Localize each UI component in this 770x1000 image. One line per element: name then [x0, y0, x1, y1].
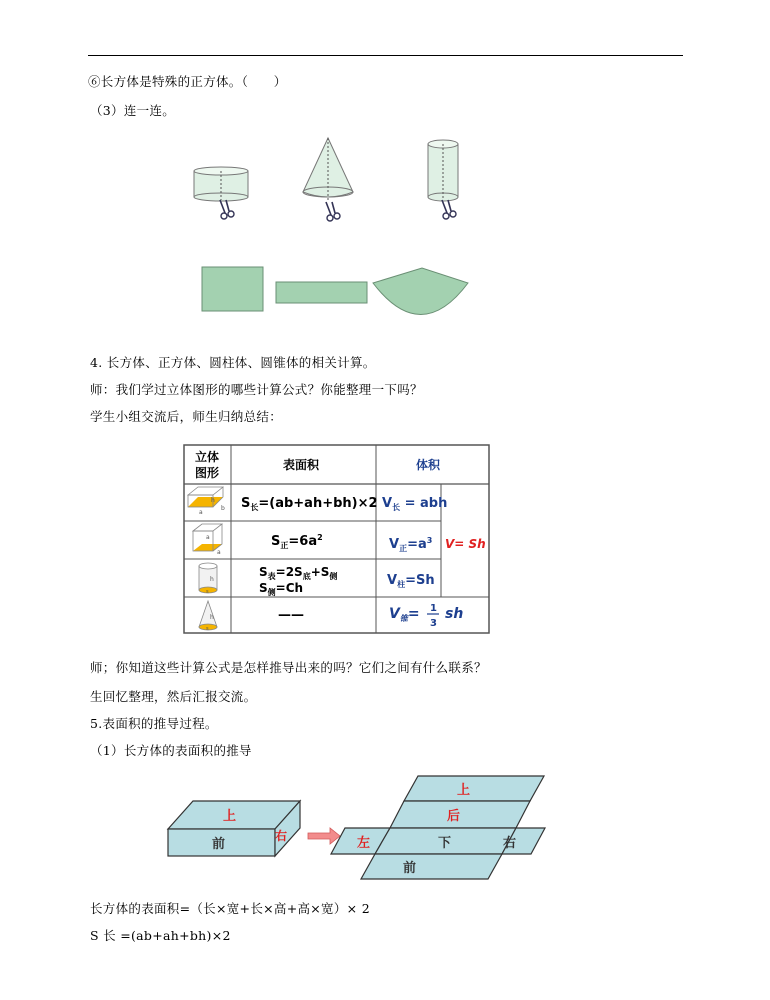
svg-text:右: 右 [275, 829, 288, 843]
surface-area-formula: S 长 =(ab+ah+bh)×2 [90, 928, 231, 943]
cube-volume-formula: $V_正=a^3$ [389, 536, 433, 553]
svg-text:a: a [199, 509, 203, 516]
cuboid-area-formula: $S_长=(ab+ah+bh)\times 2$ [241, 496, 378, 512]
svg-text:后: 后 [447, 809, 461, 824]
svg-text:sh: sh [445, 606, 464, 622]
subsection-1: （1）长方体的表面积的推导 [90, 743, 252, 758]
teacher-question-1: 师：我们学过立体图形的哪些计算公式？你能整理一下吗？ [90, 382, 423, 397]
svg-text:下: 下 [438, 836, 452, 851]
svg-text:右: 右 [503, 836, 517, 851]
svg-text:h: h [211, 497, 215, 504]
scissors-icon [220, 200, 234, 219]
section-5: 5.表面积的推导过程。 [90, 716, 218, 731]
cylinder-lateral-area-formula: $S_侧=Ch$ [259, 581, 304, 597]
svg-text:h: h [210, 614, 214, 621]
cylinder-total-area-formula: $S_表=2S_底+S_侧$ [259, 565, 338, 581]
cone-area-dash: —— [278, 608, 304, 623]
svg-text:前: 前 [403, 861, 417, 876]
v-equals-sh: V= Sh [445, 537, 486, 551]
section-4: 4. 长方体、正方体、圆柱体、圆锥体的相关计算。 [90, 355, 376, 370]
svg-text:V锥=: $V_锥=$ [389, 606, 420, 623]
formula-table [183, 444, 491, 636]
square-net [202, 267, 263, 311]
surface-area-definition: 长方体的表面积=（长×宽+长×高+高×宽）× 2 [90, 901, 370, 916]
svg-text:b: b [221, 505, 225, 512]
solids-figure [180, 130, 500, 225]
wide-cylinder [194, 167, 248, 201]
header-rule [88, 55, 683, 56]
student-report: 生回忆整理，然后汇报交流。 [90, 689, 257, 704]
cube-area-formula: $S_正=6a^2$ [271, 533, 323, 550]
header-shape-1: 立体 [195, 450, 220, 464]
tall-cylinder [428, 140, 458, 201]
svg-text:h: h [210, 576, 214, 583]
cone [303, 138, 353, 202]
header-surface-area: 表面积 [283, 458, 320, 472]
svg-text:s: s [206, 589, 209, 595]
nets-figure [195, 260, 475, 320]
student-discussion: 学生小组交流后，师生归纳总结： [90, 409, 283, 424]
cuboid-net [331, 776, 545, 879]
header-volume: 体积 [416, 458, 441, 472]
section-connect: （3）连一连。 [90, 103, 176, 118]
cuboid-volume-formula: $V_长$ = abh [382, 496, 448, 512]
svg-text:a: a [206, 534, 210, 541]
svg-text:上: 上 [457, 783, 471, 798]
cuboid-3d [168, 801, 300, 856]
scissors-icon [442, 200, 456, 219]
svg-text:s: s [206, 626, 209, 632]
cylinder-icon [199, 563, 217, 595]
svg-text:3: 3 [430, 618, 437, 629]
sector-net [373, 268, 468, 315]
cylinder-volume-formula: $V_柱=Sh$ [387, 573, 435, 589]
header-shape-2: 图形 [195, 466, 220, 480]
svg-text:左: 左 [357, 836, 371, 851]
cuboid-net-figure [160, 772, 555, 882]
svg-text:上: 上 [223, 809, 237, 824]
svg-text:前: 前 [212, 837, 226, 852]
scissors-icon [326, 202, 340, 221]
teacher-question-2: 师；你知道这些计算公式是怎样推导出来的吗？它们之间有什么联系？ [90, 660, 487, 675]
svg-text:1: 1 [430, 603, 437, 614]
arrow-right-icon [308, 828, 340, 844]
question-6: ⑥长方体是特殊的正方体。（ ） [88, 74, 287, 89]
svg-text:a: a [217, 549, 221, 556]
rectangle-net [276, 282, 367, 303]
